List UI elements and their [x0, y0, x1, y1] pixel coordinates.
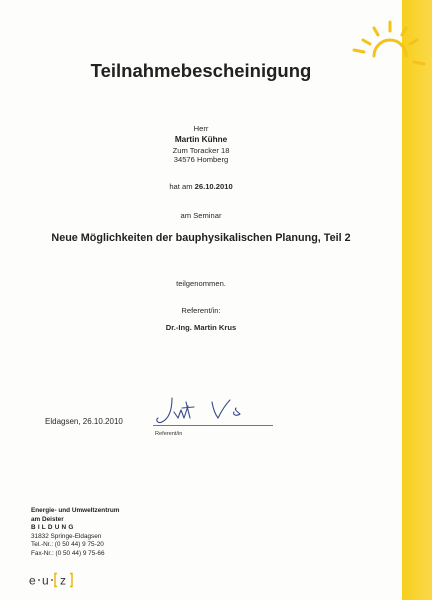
organization-block: [31, 507, 119, 558]
place-date: Eldagsen, 26.10.2010: [45, 417, 123, 426]
svg-text:u: u: [42, 573, 49, 588]
recipient-salutation: Herr: [193, 124, 209, 133]
yellow-side-stripe: [402, 0, 432, 600]
course-title: Neue Möglichkeiten der bauphysikalischen Planung, Teil 2: [51, 232, 351, 244]
attendance-date: 26.10.2010: [194, 182, 233, 191]
signature-line: [153, 425, 273, 426]
svg-text:z: z: [60, 573, 66, 588]
org-phone: Tel.-Nr.: (0 50 44) 9 75-20: [31, 541, 104, 548]
euz-logo: [27, 572, 85, 588]
recipient-name: Martin Kühne: [174, 135, 228, 144]
handwritten-signature: [150, 388, 275, 428]
certificate-title: Teilnahmebescheinigung: [90, 60, 312, 81]
org-fax: Fax-Nr.: (0 50 44) 9 75-66: [31, 549, 105, 557]
recipient-street: Zum Toracker 18: [172, 146, 230, 155]
seminar-intro: am Seminar: [180, 211, 222, 220]
org-address: 31832 Springe-Eldagsen: [31, 532, 102, 540]
org-name-line3: BILDUNG: [31, 524, 76, 531]
recipient-city: 34576 Homberg: [173, 155, 229, 164]
signature-caption: Referent/in: [155, 431, 183, 437]
referent-label: Referent/in:: [181, 306, 221, 315]
referent-name: Dr.-Ing. Martin Krus: [165, 323, 237, 332]
org-name-line2: am Deister: [31, 515, 64, 523]
date-prefix: hat am: [169, 182, 193, 191]
participated-text: teilgenommen.: [176, 279, 226, 288]
svg-text:e: e: [29, 573, 36, 588]
org-name-line1: Energie- und Umweltzentrum: [31, 507, 120, 514]
attendance-date-line: [0, 182, 402, 192]
